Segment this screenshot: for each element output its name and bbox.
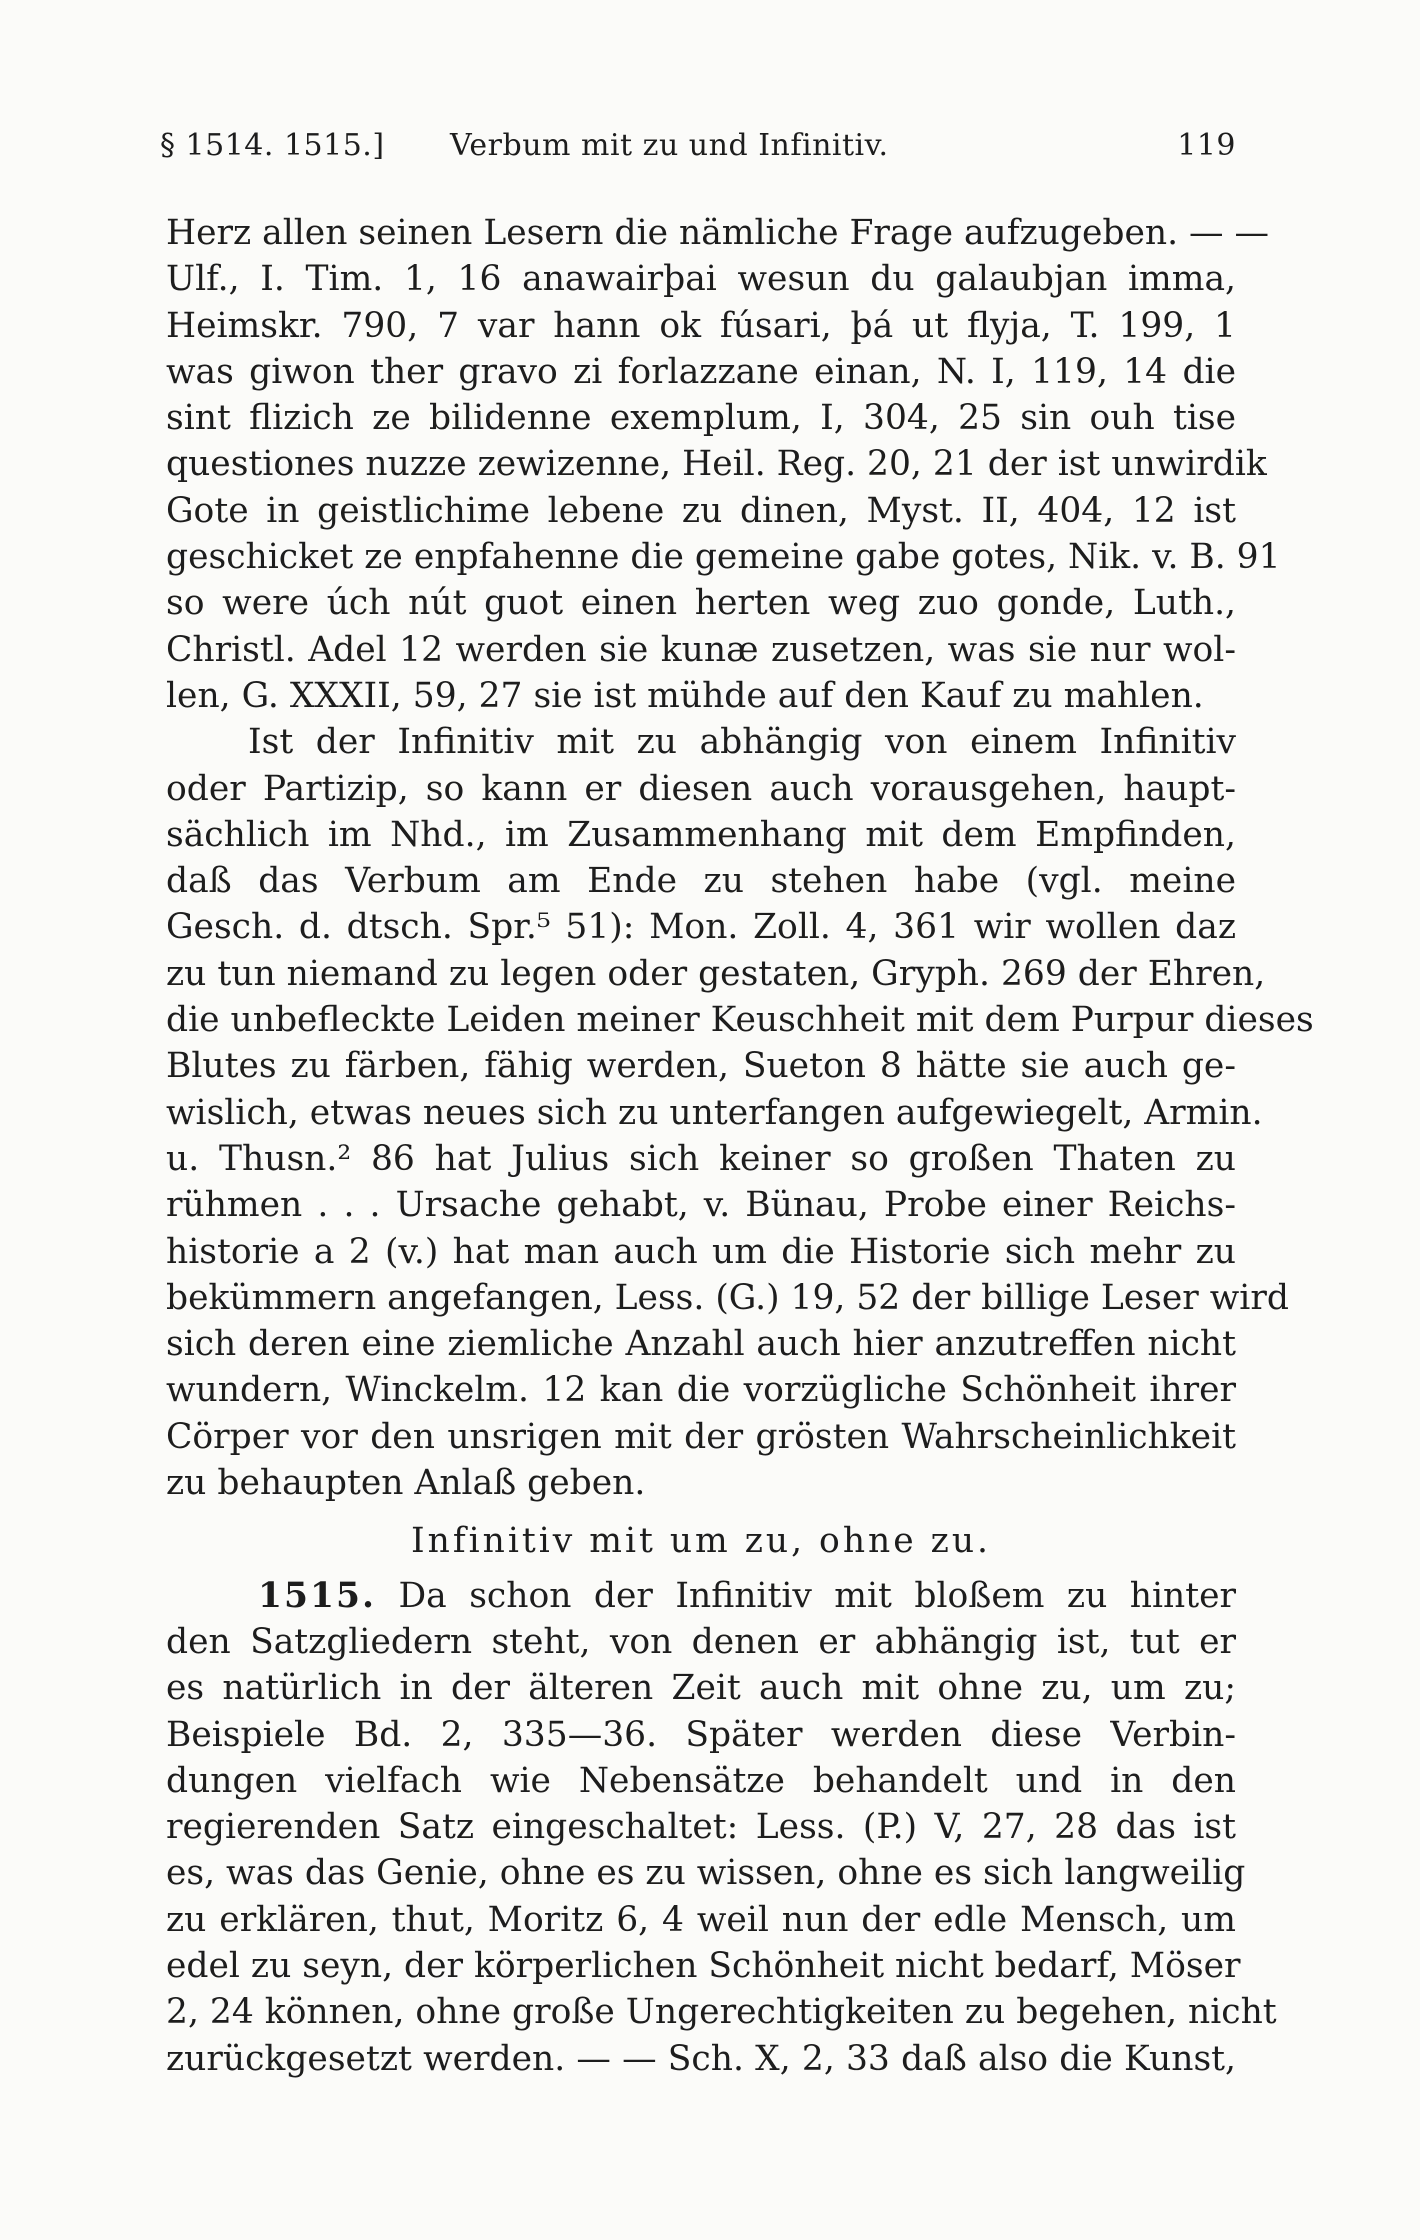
text-line: Ulf., I. Tim. 1, 16 anawairþai wesun du galaubjan imma, — [166, 259, 1236, 300]
text-line: Gote in geistlichime lebene zu dinen, Myst. II, 404, 12 ist — [166, 490, 1236, 531]
page-number: 119 — [1177, 128, 1236, 163]
text-line: questiones nuzze zewizenne, Heil. Reg. 20, 21 der ist unwirdik — [166, 444, 1267, 485]
text-line: historie a 2 (v.) hat man auch um die Historie sich mehr zu — [166, 1231, 1236, 1272]
text-line: sächlich im Nhd., im Zusammenhang mit dem Empfinden, — [166, 814, 1236, 855]
text-line: wundern, Winckelm. 12 kan die vorzügliche Schönheit ihrer — [166, 1370, 1236, 1411]
text-line: Christl. Adel 12 werden sie kunæ zusetzen, was sie nur wol- — [166, 629, 1236, 670]
text-line: zurückgesetzt werden. — — Sch. X, 2, 33 daß also die Kunst, — [166, 2038, 1236, 2079]
header-section-ref: § 1514. 1515.] — [160, 128, 385, 163]
text-line: 2, 24 können, ohne große Ungerechtigkeiten zu begehen, nicht — [166, 1992, 1277, 2033]
text-line: Gesch. d. dtsch. Spr.⁵ 51): Mon. Zoll. 4, 361 wir wollen daz — [166, 907, 1236, 948]
text-body — [166, 210, 1314, 2082]
text-line: len, G. XXXII, 59, 27 sie ist mühde auf den Kauf zu mahlen. — [166, 675, 1204, 716]
text-line: sint flizich ze bilidenne exemplum, I, 304, 25 sin ouh tise — [166, 398, 1236, 439]
text-line: u. Thusn.² 86 hat Julius sich keiner so großen Thaten zu — [166, 1138, 1236, 1179]
text-line: daß das Verbum am Ende zu stehen habe (vgl. meine — [166, 861, 1236, 902]
text-line: regierenden Satz eingeschaltet: Less. (P.) V, 27, 28 das ist — [166, 1807, 1236, 1848]
text-line: die unbefleckte Leiden meiner Keuschheit mit dem Purpur dieses — [166, 1000, 1314, 1041]
text-line: rühmen . . . Ursache gehabt, v. Bünau, Probe einer Reichs- — [166, 1185, 1236, 1226]
subheading: Infinitiv mit um zu, ohne zu. — [410, 1521, 992, 1562]
text-line: zu tun niemand zu legen oder gestaten, Gryph. 269 der Ehren, — [166, 953, 1266, 994]
text-line: Cörper vor den unsrigen mit der grösten Wahrscheinlichkeit — [166, 1416, 1236, 1457]
text-line: es, was das Genie, ohne es zu wissen, ohne es sich langweilig — [166, 1853, 1246, 1894]
text-line: sich deren eine ziemliche Anzahl auch hier anzutreffen nicht — [166, 1324, 1236, 1365]
header-title: Verbum mit zu und Infinitiv. — [450, 128, 889, 163]
text-line: oder Partizip, so kann er diesen auch vorausgehen, haupt- — [166, 768, 1236, 809]
text-line: edel zu seyn, der körperlichen Schönheit nicht bedarf, Möser — [166, 1945, 1241, 1986]
section-number: 1515. — [258, 1575, 377, 1616]
text-line: zu erklären, thut, Moritz 6, 4 weil nun der edle Mensch, um — [166, 1899, 1236, 1940]
text-line: Beispiele Bd. 2, 335—36. Später werden diese Verbin- — [166, 1714, 1236, 1755]
text-line: Blutes zu färben, fähig werden, Sueton 8 hätte sie auch ge- — [166, 1046, 1236, 1087]
text-line: zu behaupten Anlaß geben. — [166, 1463, 646, 1504]
text-line: Herz allen seinen Lesern die nämliche Frage aufzugeben. — — — [166, 213, 1270, 253]
text-line: was giwon ther gravo zi forlazzane einan, N. I, 119, 14 die — [166, 351, 1236, 392]
text-line: dungen vielfach wie Nebensätze behandelt und in den — [166, 1760, 1236, 1801]
text-line: Heimskr. 790, 7 var hann ok fúsari, þá ut flyja, T. 199, 1 — [166, 305, 1236, 346]
text-line: es natürlich in der älteren Zeit auch mit ohne zu, um zu; — [166, 1668, 1236, 1709]
text-line: bekümmern angefangen, Less. (G.) 19, 52 der billige Leser wird — [166, 1277, 1289, 1318]
text-line: den Satzgliedern steht, von denen er abhängig ist, tut er — [166, 1621, 1236, 1662]
paragraph-start-line: Ist der Infinitiv mit zu abhängig von einem Infinitiv — [248, 722, 1236, 763]
text-line: geschicket ze enpfahenne die gemeine gabe gotes, Nik. v. B. 91 — [166, 537, 1281, 578]
section-first-line: Da schon der Infinitiv mit bloßem zu hinter — [398, 1575, 1237, 1616]
text-line: wislich, etwas neues sich zu unterfangen aufgewiegelt, Armin. — [166, 1092, 1263, 1133]
text-line: so were úch nút guot einen herten weg zuo gonde, Luth., — [166, 583, 1236, 624]
